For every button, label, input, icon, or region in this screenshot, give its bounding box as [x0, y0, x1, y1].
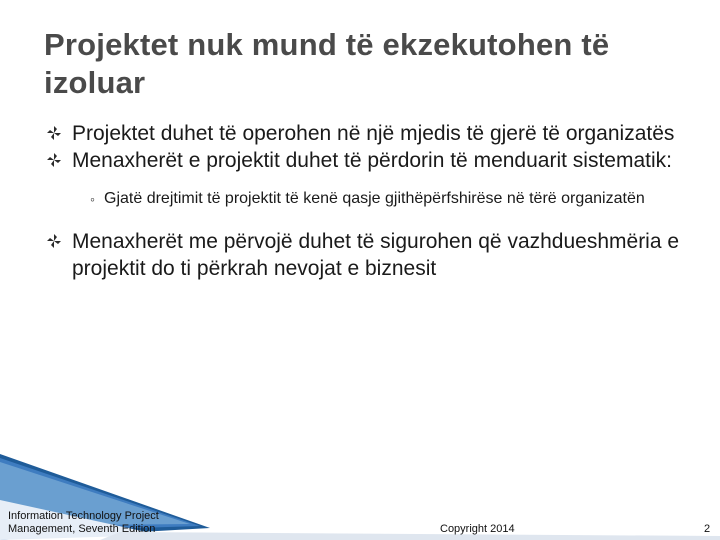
bullet-text-2: Menaxherët e projektit duhet të përdorin të menduarit sistematik: — [72, 149, 672, 172]
ring-bullet-icon: ◦ — [90, 191, 95, 207]
bullet-item-2 — [44, 147, 684, 174]
sub-bullet-item — [90, 188, 684, 210]
page-number: 2 — [704, 523, 711, 535]
bullet-list — [44, 120, 684, 282]
bullet-item-1 — [44, 120, 684, 147]
bullet-item-3 — [44, 228, 684, 282]
bullet-text-3: Menaxherët me përvojë duhet të sigurohen që vazhdueshmëria e projektit do ti përkrah nevojat e biznesit — [72, 230, 680, 280]
bullet-text-1: Projektet duhet të operohen në një mjedis të gjerë të organizatës — [72, 122, 675, 145]
footer-source: Information Technology Project Management, Seventh Edition — [8, 510, 159, 535]
pinwheel-bullet-icon — [46, 125, 62, 141]
pinwheel-bullet-icon — [46, 233, 62, 249]
footer-copyright: Copyright 2014 — [440, 523, 515, 535]
sub-bullet-text: Gjatë drejtimit të projektit të kenë qasje gjithëpërfshirëse në tërë organizatën — [104, 190, 645, 207]
pinwheel-bullet-icon — [46, 152, 62, 168]
slide-title: Projektet nuk mund të ekzekutohen të izoluar — [44, 27, 610, 100]
footer — [0, 440, 720, 540]
